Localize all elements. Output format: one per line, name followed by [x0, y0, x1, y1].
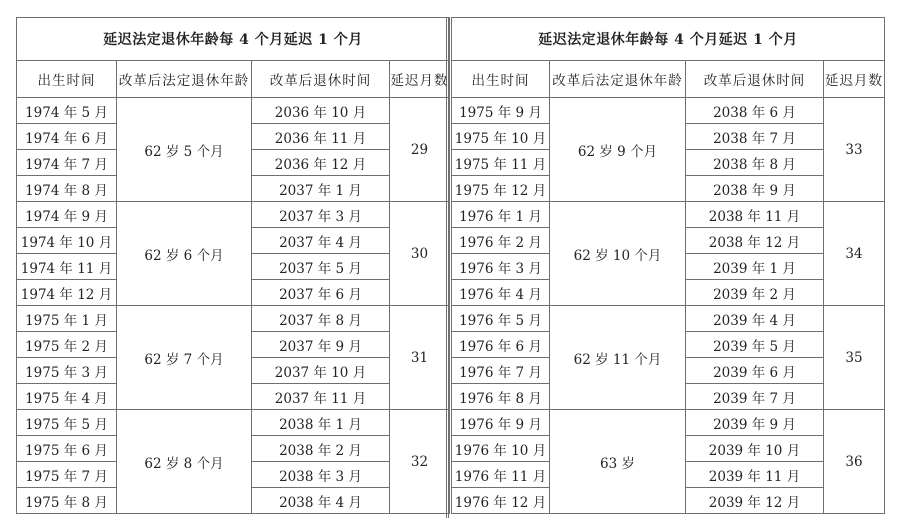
retirement-time-cell: 2038 年 8 月 — [686, 150, 824, 176]
birth-time-cell: 1975 年 11 月 — [452, 150, 550, 176]
birth-time-cell: 1974 年 11 月 — [17, 254, 117, 280]
birth-time-cell: 1974 年 8 月 — [17, 176, 117, 202]
retirement-time-cell: 2039 年 12 月 — [686, 488, 824, 514]
retirement-time-cell: 2037 年 1 月 — [252, 176, 390, 202]
birth-time-cell: 1974 年 6 月 — [17, 124, 117, 150]
birth-time-cell: 1976 年 11 月 — [452, 462, 550, 488]
retirement-time-cell: 2038 年 6 月 — [686, 98, 824, 124]
birth-time-cell: 1976 年 6 月 — [452, 332, 550, 358]
delay-months-header: 延迟月数 — [390, 61, 450, 98]
birth-time-cell: 1976 年 10 月 — [452, 436, 550, 462]
birth-time-cell: 1975 年 10 月 — [452, 124, 550, 150]
page-divider — [446, 17, 449, 518]
retirement-time-cell: 2037 年 10 月 — [252, 358, 390, 384]
retirement-time-cell: 2038 年 3 月 — [252, 462, 390, 488]
retirement-age-header: 改革后法定退休年龄 — [117, 61, 252, 98]
table-row — [452, 410, 885, 436]
retirement-age-cell: 63 岁 — [550, 410, 686, 514]
delay-months-cell: 34 — [824, 202, 885, 306]
retirement-time-cell: 2039 年 10 月 — [686, 436, 824, 462]
table-row — [17, 410, 450, 436]
retirement-age-cell: 62 岁 11 个月 — [550, 306, 686, 410]
retirement-time-cell: 2037 年 8 月 — [252, 306, 390, 332]
table-row — [17, 202, 450, 228]
retirement-table-right — [451, 17, 885, 514]
table-row — [17, 306, 450, 332]
birth-time-cell: 1976 年 8 月 — [452, 384, 550, 410]
retirement-table-left — [16, 17, 450, 514]
delay-months-cell: 35 — [824, 306, 885, 410]
retirement-time-cell: 2039 年 6 月 — [686, 358, 824, 384]
birth-time-cell: 1976 年 5 月 — [452, 306, 550, 332]
birth-time-cell: 1975 年 3 月 — [17, 358, 117, 384]
delay-months-cell: 36 — [824, 410, 885, 514]
delay-months-cell: 30 — [390, 202, 450, 306]
retirement-age-cell: 62 岁 6 个月 — [117, 202, 252, 306]
birth-time-header: 出生时间 — [17, 61, 117, 98]
table-title: 延迟法定退休年龄每 4 个月延迟 1 个月 — [452, 18, 885, 61]
birth-time-cell: 1975 年 9 月 — [452, 98, 550, 124]
retirement-time-cell: 2038 年 9 月 — [686, 176, 824, 202]
title-row — [452, 18, 885, 61]
birth-time-cell: 1974 年 10 月 — [17, 228, 117, 254]
birth-time-cell: 1975 年 2 月 — [17, 332, 117, 358]
birth-time-cell: 1975 年 7 月 — [17, 462, 117, 488]
retirement-time-cell: 2038 年 7 月 — [686, 124, 824, 150]
retirement-time-cell: 2038 年 4 月 — [252, 488, 390, 514]
retirement-time-cell: 2038 年 12 月 — [686, 228, 824, 254]
delay-months-cell: 32 — [390, 410, 450, 514]
birth-time-cell: 1975 年 6 月 — [17, 436, 117, 462]
retirement-time-cell: 2039 年 11 月 — [686, 462, 824, 488]
retirement-time-cell: 2039 年 4 月 — [686, 306, 824, 332]
birth-time-cell: 1975 年 1 月 — [17, 306, 117, 332]
retirement-time-cell: 2038 年 2 月 — [252, 436, 390, 462]
table-title: 延迟法定退休年龄每 4 个月延迟 1 个月 — [17, 18, 450, 61]
delay-months-cell: 29 — [390, 98, 450, 202]
retirement-time-cell: 2037 年 3 月 — [252, 202, 390, 228]
table-row — [452, 98, 885, 124]
birth-time-cell: 1975 年 12 月 — [452, 176, 550, 202]
birth-time-cell: 1975 年 4 月 — [17, 384, 117, 410]
retirement-time-cell: 2038 年 11 月 — [686, 202, 824, 228]
delay-months-cell: 33 — [824, 98, 885, 202]
retirement-time-cell: 2039 年 5 月 — [686, 332, 824, 358]
birth-time-cell: 1976 年 12 月 — [452, 488, 550, 514]
retirement-age-cell: 62 岁 10 个月 — [550, 202, 686, 306]
retirement-time-cell: 2036 年 11 月 — [252, 124, 390, 150]
retirement-time-cell: 2039 年 9 月 — [686, 410, 824, 436]
table-row — [452, 306, 885, 332]
retirement-age-cell: 62 岁 5 个月 — [117, 98, 252, 202]
retirement-age-header: 改革后法定退休年龄 — [550, 61, 686, 98]
table — [16, 17, 450, 514]
title-row — [17, 18, 450, 61]
retirement-time-cell: 2039 年 1 月 — [686, 254, 824, 280]
birth-time-cell: 1975 年 5 月 — [17, 410, 117, 436]
retirement-time-cell: 2039 年 7 月 — [686, 384, 824, 410]
birth-time-cell: 1976 年 3 月 — [452, 254, 550, 280]
retirement-time-cell: 2037 年 11 月 — [252, 384, 390, 410]
birth-time-cell: 1976 年 2 月 — [452, 228, 550, 254]
retirement-time-cell: 2039 年 2 月 — [686, 280, 824, 306]
birth-time-cell: 1974 年 12 月 — [17, 280, 117, 306]
birth-time-cell: 1976 年 4 月 — [452, 280, 550, 306]
retirement-age-cell: 62 岁 7 个月 — [117, 306, 252, 410]
header-row — [17, 61, 450, 98]
retirement-age-cell: 62 岁 9 个月 — [550, 98, 686, 202]
birth-time-cell: 1974 年 7 月 — [17, 150, 117, 176]
birth-time-header: 出生时间 — [452, 61, 550, 98]
retirement-time-cell: 2038 年 1 月 — [252, 410, 390, 436]
retirement-time-cell: 2037 年 6 月 — [252, 280, 390, 306]
birth-time-cell: 1976 年 7 月 — [452, 358, 550, 384]
retirement-time-header: 改革后退休时间 — [686, 61, 824, 98]
birth-time-cell: 1975 年 8 月 — [17, 488, 117, 514]
retirement-time-header: 改革后退休时间 — [252, 61, 390, 98]
header-row — [452, 61, 885, 98]
table-row — [452, 202, 885, 228]
delay-months-header: 延迟月数 — [824, 61, 885, 98]
retirement-time-cell: 2037 年 5 月 — [252, 254, 390, 280]
delay-months-cell: 31 — [390, 306, 450, 410]
retirement-time-cell: 2037 年 4 月 — [252, 228, 390, 254]
retirement-time-cell: 2036 年 10 月 — [252, 98, 390, 124]
birth-time-cell: 1974 年 9 月 — [17, 202, 117, 228]
retirement-age-cell: 62 岁 8 个月 — [117, 410, 252, 514]
birth-time-cell: 1974 年 5 月 — [17, 98, 117, 124]
retirement-time-cell: 2036 年 12 月 — [252, 150, 390, 176]
retirement-time-cell: 2037 年 9 月 — [252, 332, 390, 358]
table — [451, 17, 885, 514]
table-row — [17, 98, 450, 124]
birth-time-cell: 1976 年 1 月 — [452, 202, 550, 228]
birth-time-cell: 1976 年 9 月 — [452, 410, 550, 436]
